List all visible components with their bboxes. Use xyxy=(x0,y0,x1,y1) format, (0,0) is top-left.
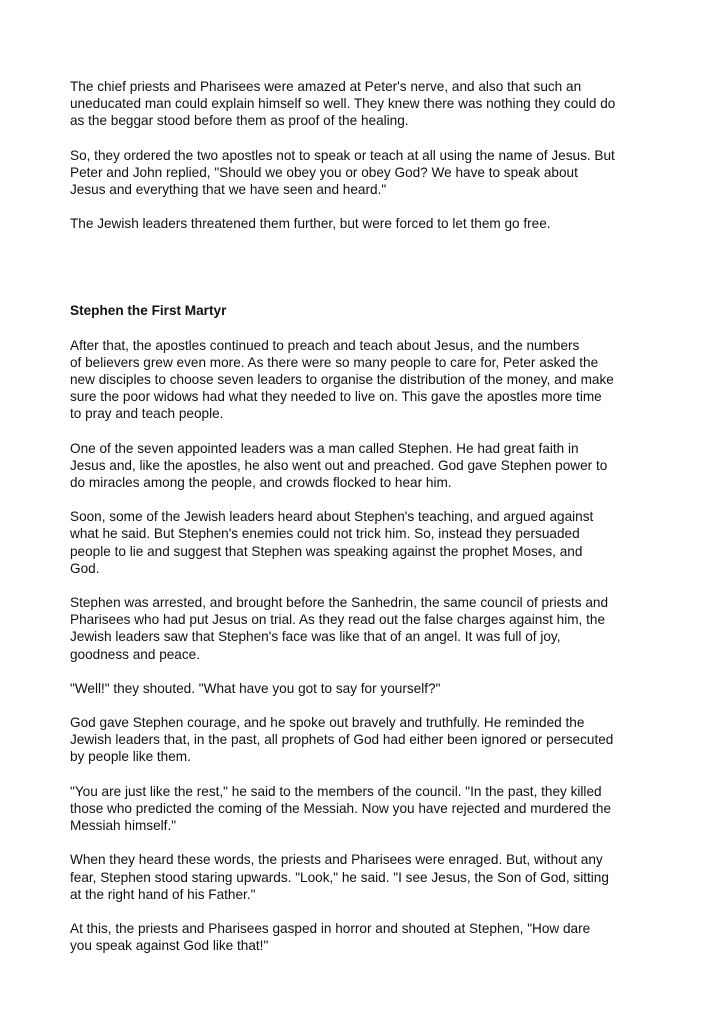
paragraph: "Well!" they shouted. "What have you got to say for yourself?" xyxy=(70,680,441,696)
paragraph: So, they ordered the two apostles not to speak or teach at all using the name of Jesus. But Peter and John replied, "Should we obey you or obey God? We have to speak about Jesus and everything that we have seen and heard." xyxy=(70,147,615,198)
paragraph: "You are just like the rest," he said to the members of the council. "In the past, they killed those who predicted the coming of the Messiah. Now you have rejected and murdered the Messiah himself." xyxy=(70,783,612,834)
paragraph: Stephen was arrested, and brought before the Sanhedrin, the same council of priests and Pharisees who had put Jesus on trial. As they read out the false charges against him, the Jewish leaders saw that Stephen's face was like that of an angel. It was full of joy, goodness and peace. xyxy=(70,595,609,662)
paragraph: God gave Stephen courage, and he spoke out bravely and truthfully. He reminded the Jewish leaders that, in the past, all prophets of God had either been ignored or persecuted by people like them. xyxy=(70,715,614,765)
paragraph: Soon, some of the Jewish leaders heard about Stephen's teaching, and argued against what he said. But Stephen's enemies could not trick him. So, instead they persuaded people to lie and suggest that Stephen was speaking against the prophet Moses, and God. xyxy=(70,509,594,576)
paragraph: The Jewish leaders threatened them further, but were forced to let them go free. xyxy=(70,216,551,232)
paragraph: At this, the priests and Pharisees gasped in horror and shouted at Stephen, "How dare you speak against God like that!" xyxy=(70,920,591,954)
paragraph: When they heard these words, the priests and Pharisees were enraged. But, without any fear, Stephen stood staring upwards. "Look," he said. "I see Jesus, the Son of God, sitting at the right hand of his Father." xyxy=(70,852,609,902)
section-heading: Stephen the First Martyr xyxy=(70,303,227,319)
document-page xyxy=(70,78,660,954)
paragraph: The chief priests and Pharisees were amazed at Peter's nerve, and also that such an uneducated man could explain himself so well. They knew there was nothing they could do as the beggar stood before them as proof of the healing. xyxy=(70,79,616,129)
paragraph: After that, the apostles continued to preach and teach about Jesus, and the numbers of believers grew even more. As there were so many people to care for, Peter asked the new disciples to choose seven leaders to organise the distribution of the money, and make sure the poor widows had what they needed to live on. This gave the apostles more time to pray and teach people. xyxy=(70,337,614,422)
paragraph: One of the seven appointed leaders was a man called Stephen. He had great faith in Jesus and, like the apostles, he also went out and preached. God gave Stephen power to do miracles among the people, and crowds flocked to hear him. xyxy=(70,440,608,491)
